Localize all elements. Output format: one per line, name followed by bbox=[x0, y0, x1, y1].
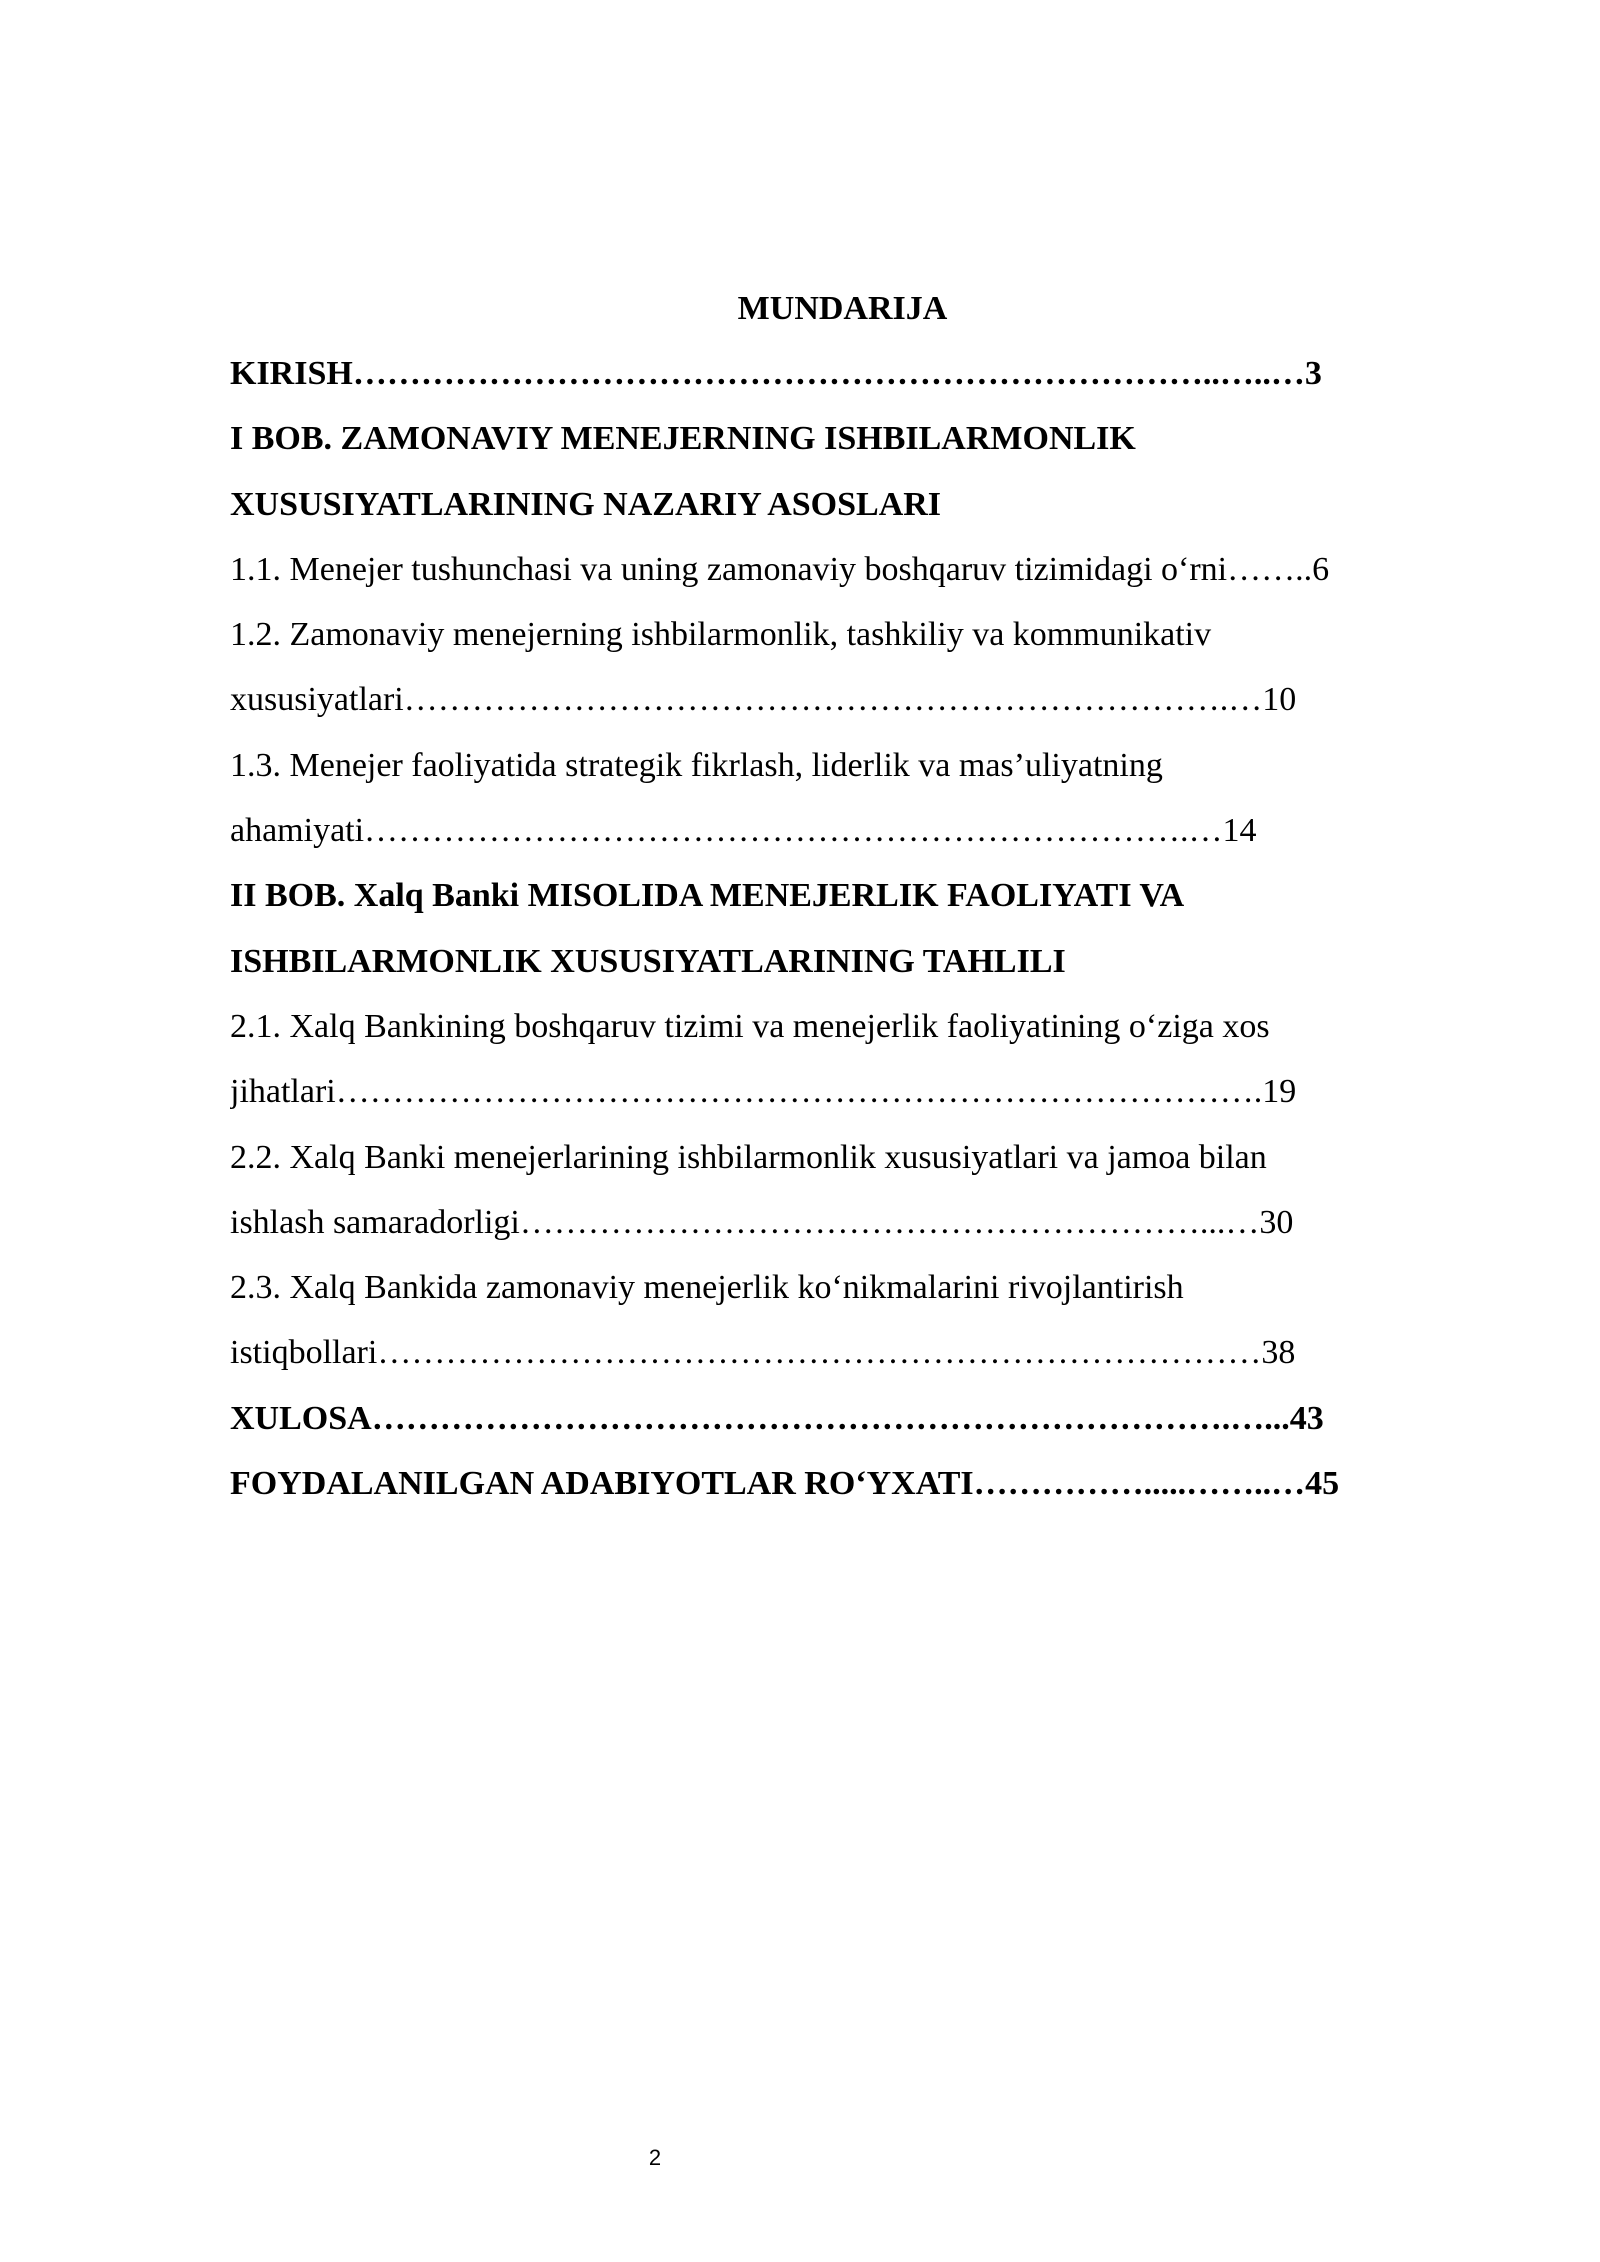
toc-entry-kirish: KIRISH…………………………………………………………………..…..…3 bbox=[230, 355, 1322, 392]
toc-title: MUNDARIJA bbox=[737, 290, 948, 327]
toc-entry-references: FOYDALANILGAN ADABIYOTLAR RO‘YXATI…………….....……..…45 bbox=[230, 1465, 1340, 1503]
page-number: 2 bbox=[648, 2145, 662, 2170]
toc-entry-2-1-line-2: jihatlari……………………………………………………………………….19 bbox=[230, 1073, 1297, 1111]
table-of-contents bbox=[230, 276, 1455, 1516]
toc-entry-2-3-line-1: 2.3. Xalq Bankida zamonaviy menejerlik ko‘nikmalarini rivojlantirish bbox=[230, 1269, 1184, 1307]
toc-entry-1-2-line-1: 1.2. Zamonaviy menejerning ishbilarmonlik, tashkiliy va kommunikativ bbox=[230, 616, 1212, 654]
toc-entry-1-2-line-2: xususiyatlari……………………………………………………………….…10 bbox=[230, 681, 1297, 719]
toc-entry-1-3-line-2: ahamiyati……………………………………………………………….…14 bbox=[230, 812, 1257, 850]
toc-entry-xulosa: XULOSA………………………………………………………………….…...43 bbox=[230, 1399, 1324, 1437]
toc-chapter-2-heading-line-1: II BOB. Xalq Banki MISOLIDA MENEJERLIK FAOLIYATI VA bbox=[230, 877, 1185, 915]
toc-entry-2-1-line-1: 2.1. Xalq Bankining boshqaruv tizimi va menejerlik faoliyatining o‘ziga xos bbox=[230, 1007, 1270, 1045]
toc-chapter-2-heading-line-2: ISHBILARMONLIK XUSUSIYATLARINING TAHLILI bbox=[230, 942, 1066, 980]
toc-entry-2-2-line-2: ishlash samaradorligi……………………………………………………...…30 bbox=[230, 1203, 1294, 1241]
toc-entry-2-3-line-2: istiqbollari……………………………………………………………………38 bbox=[230, 1334, 1296, 1372]
toc-entry-2-2-line-1: 2.2. Xalq Banki menejerlarining ishbilarmonlik xususiyatlari va jamoa bilan bbox=[230, 1138, 1267, 1176]
toc-chapter-1-heading-line-1: I BOB. ZAMONAVIY MENEJERNING ISHBILARMONLIK bbox=[230, 420, 1136, 458]
toc-entry-1-3-line-1: 1.3. Menejer faoliyatida strategik fikrlash, liderlik va mas’uliyatning bbox=[230, 746, 1163, 784]
toc-entry-1-1: 1.1. Menejer tushunchasi va uning zamonaviy boshqaruv tizimidagi o‘rni……..6 bbox=[230, 550, 1330, 588]
toc-chapter-1-heading-line-2: XUSUSIYATLARINING NAZARIY ASOSLARI bbox=[230, 485, 942, 523]
